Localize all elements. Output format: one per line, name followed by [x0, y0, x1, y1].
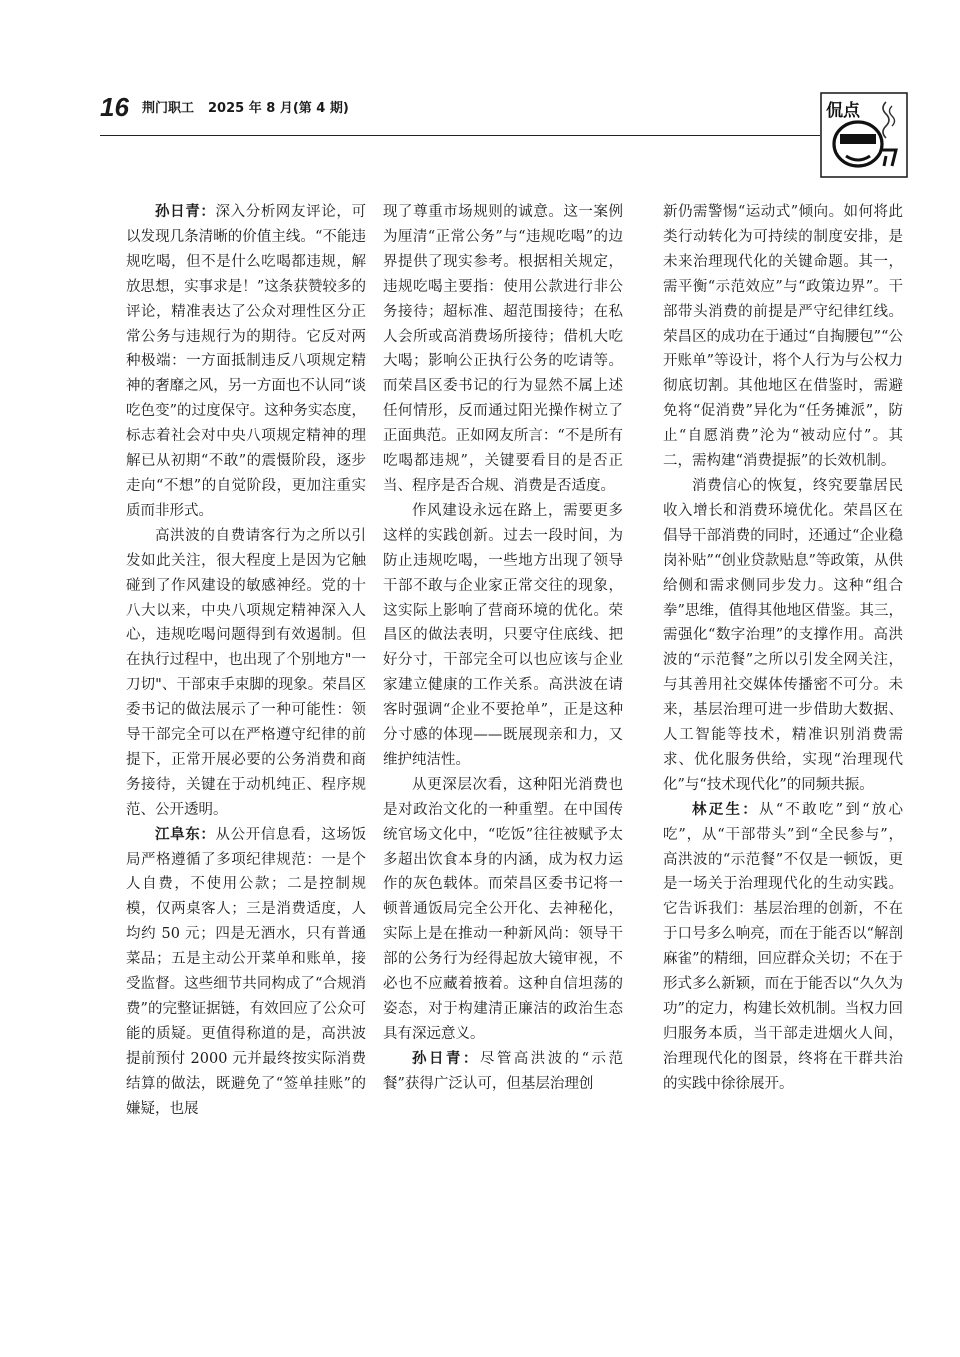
paragraph: 孙日青：尽管高洪波的“示范餐”获得广泛认可，但基层治理创	[383, 1049, 623, 1092]
paragraph: 新仍需警惕“运动式”倾向。如何将此类行动转化为可持续的制度安排，是未来治理现代化的关键命题。其一，需平衡“示范效应”与“政策边界”。干部带头消费的前提是严守纪律红线。荣昌区的成功在于通过“自掏腰包”“公开账单”等设计，将个人行为与公权力彻底切割。其他地区在借鉴时，需避免将“促消费”异化为“任务摊派”，防止“自愿消费”沦为“被动应付”。其二，需构建“消费提振”的长效机制。	[663, 204, 903, 470]
page-number: 16	[100, 92, 129, 122]
paragraph: 作风建设永远在路上，需要更多这样的实践创新。过去一段时间，为防止违规吃喝，一些地方出现了领导干部不敢与企业家正常交往的现象，这实际上影响了营商环境的优化。荣昌区的做法表明，只要守住底线、把好分寸，干部完全可以也应该与企业家建立健康的工作关系。高洪波在请客时强调“企业不要抢单”，正是这种分寸感的体现——既展现亲和力，又维护纯洁性。	[383, 502, 623, 768]
speaker-name: 孙日青：	[155, 203, 216, 220]
paragraph: 现了尊重市场规则的诚意。这一案例为厘清“正常公务”与“违规吃喝”的边界提供了现实参考。根据相关规定，违规吃喝主要指：使用公款进行非公务接待；超标准、超范围接待；在私人会所或高消费场所接待；借机大吃大喝；影响公正执行公务的吃请等。而荣昌区委书记的行为显然不属上述任何情形，反而通过阳光操作树立了正面典范。正如网友所言：“不是所有吃喝都违规”，关键要看目的是否正当、程序是否合规、消费是否适度。	[383, 204, 623, 494]
paragraph: 江阜东：从公开信息看，这场饭局严格遵循了多项纪律规范：一是个人自费，不使用公款；二是控制规模，仅两桌客人；三是消费适度，人均约 50 元；四是无酒水，只有普通菜品；五是主动公开菜单和账单，接受监督。这些细节共同构成了“合规消费”的完整证据链，有效回应了公众可能的质疑。更值得称道的是，高洪波提前预付 2000 元并最终按实际消费结算的做法，既避免了“签单挂账”的嫌疑，也展	[126, 825, 367, 1117]
paragraph: 消费信心的恢复，终究要靠居民收入增长和消费环境优化。荣昌区在倡导干部消费的同时，还通过“企业稳岗补贴”“创业贷款贴息”等政策，从供给侧和需求侧同步发力。这种“组合拳”思维，值得其他地区借鉴。其三，需强化“数字治理”的支撑作用。高洪波的“示范餐”之所以引发全网关注，与其善用社交媒体传播密不可分。未来，基层治理可进一步借助大数据、人工智能等技术，精准识别消费需求、优化服务供给，实现“治理现代化”与“技术现代化”的同频共振。	[663, 477, 903, 793]
paragraph: 林疋生：从“不敢吃”到“放心吃”，从“干部带头”到“全民参与”，高洪波的“示范餐”不仅是一顿饭，更是一场关于治理现代化的生动实践。它告诉我们：基层治理的创新，不在于口号多么响亮，而在于能否以“解剖麻雀”的精细，回应群众关切；不在于形式多么新颖，而在于能否以“久久为功”的定力，构建长效机制。当权力回归服务本质，当干部走进烟火人间，治理现代化的图景，终将在干群共治的实践中徐徐展开。	[663, 800, 903, 1092]
magazine-name: 荆门职工	[142, 101, 195, 116]
speaker-name: 林疋生：	[692, 800, 759, 818]
paragraph: 从更深层次看，这种阳光消费也是对政治文化的一种重塑。在中国传统官场文化中，“吃饭”往往被赋予太多超出饮食本身的内涵，成为权力运作的灰色载体。而荣昌区委书记将一顿普通饭局完全公开化、去神秘化，实际上是在推动一种新风尚：领导干部的公务行为经得起放大镜审视，不必也不应藏着掖着。这种自信坦荡的姿态，对于构建清正廉洁的政治生态具有深远意义。	[383, 776, 623, 1042]
column-logo-icon	[820, 92, 908, 178]
column-1	[126, 200, 366, 1122]
paragraph: 孙日青：深入分析网友评论，可以发现几条清晰的价值主线。“不能违规吃喝，但不是什么吃喝都违规，解放思想，实事求是！”这条获赞较多的评论，精准表达了公众对理性区分正常公务与违规行为的期待。它反对两种极端：一方面抵制违反八项规定精神的奢靡之风，另一方面也不认同“谈吃色变”的过度保守。这种务实态度，标志着社会对中央八项规定精神的理解已从初期“不敢”的震慑阶段，逐步走向“不想”的自觉阶段，更加注重实质而非形式。	[126, 203, 367, 519]
column-logo-text: 侃点	[826, 101, 860, 121]
speaker-name: 江阜东：	[155, 825, 216, 843]
issue-date: 2025 年 8 月(第 4 期)	[208, 101, 349, 116]
column-3	[663, 200, 903, 1097]
speaker-name: 孙日青：	[412, 1049, 480, 1067]
paragraph: 高洪波的自费请客行为之所以引发如此关注，很大程度上是因为它触碰到了作风建设的敏感神经。党的十八大以来，中央八项规定精神深入人心，违规吃喝问题得到有效遏制。但在执行过程中，也出现了个别地方"一刀切"、干部束手束脚的现象。荣昌区委书记的做法展示了一种可能性：领导干部完全可以在严格遵守纪律的前提下，正常开展必要的公务消费和商务接待，关键在于动机纯正、程序规范、公开透明。	[126, 527, 366, 818]
page-header	[100, 92, 905, 134]
header-rule	[100, 135, 820, 136]
magazine-info	[142, 100, 363, 118]
column-2	[383, 200, 623, 1097]
